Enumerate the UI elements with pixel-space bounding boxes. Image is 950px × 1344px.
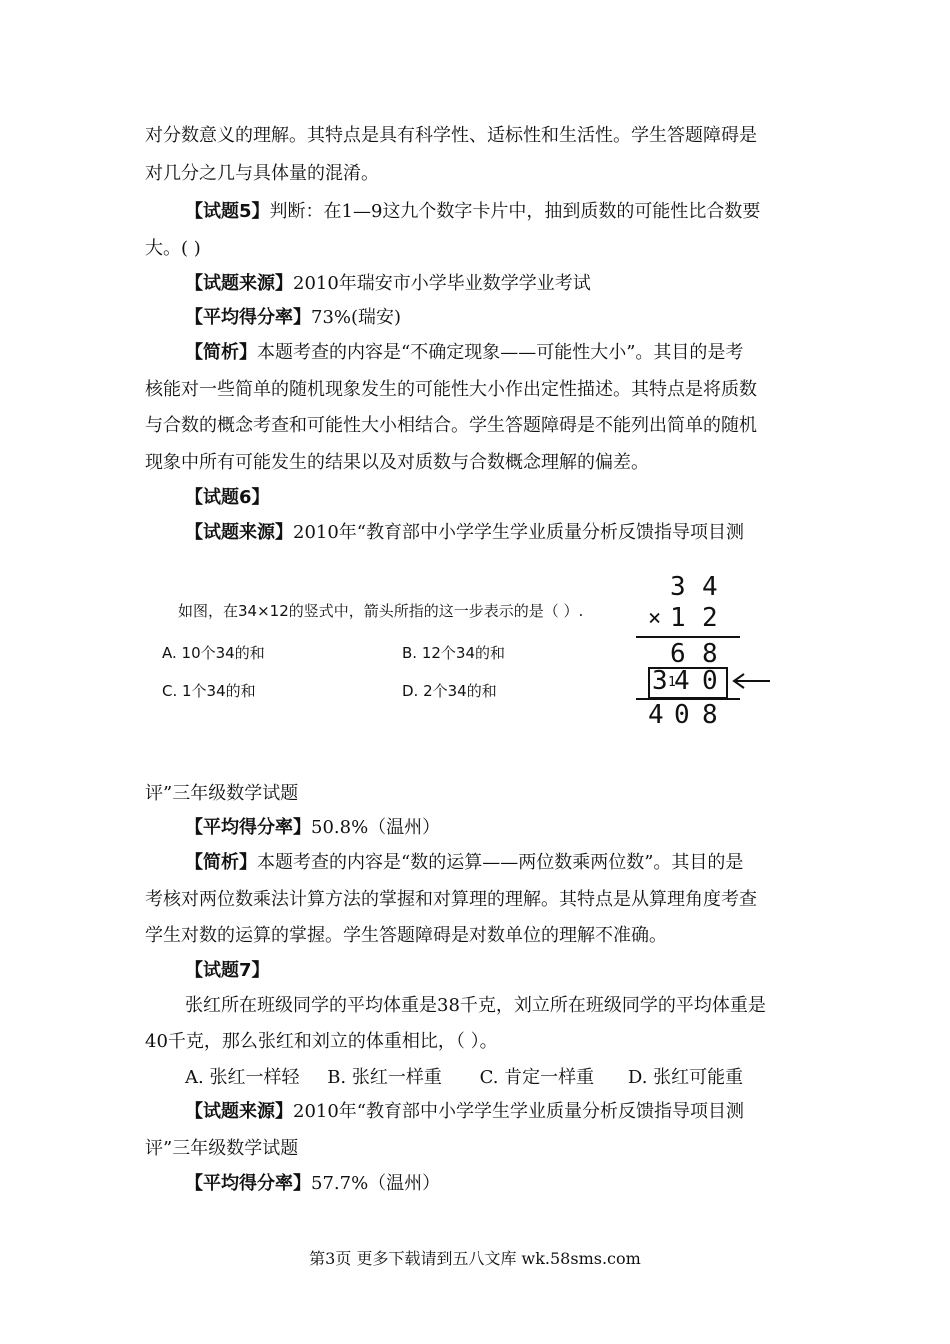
q5-tag: 【试题5】 <box>185 201 270 222</box>
digit: 8 <box>702 639 718 669</box>
digit: 1 <box>670 603 686 633</box>
option-c: C. 1个34的和 <box>162 682 256 700</box>
q7-score: 【平均得分率】57.7%（温州） <box>185 1173 441 1194</box>
digit: 3 <box>652 666 668 696</box>
digit: 4 <box>674 666 690 696</box>
paragraph-line: 现象中所有可能发生的结果以及对质数与合数概念理解的偏差。 <box>145 452 649 473</box>
digit: 4 <box>702 572 718 602</box>
rule-line <box>636 636 740 638</box>
times-sign: × <box>648 606 662 631</box>
option-b: B. 12个34的和 <box>402 644 506 662</box>
carry-digit: 1 <box>668 675 676 690</box>
figure-question: 如图，在34×12的竖式中，箭头所指的这一步表示的是（ ）. <box>178 602 584 620</box>
q5-score: 【平均得分率】73%(瑞安) <box>185 307 402 328</box>
arrow-icon <box>728 671 772 691</box>
q5-question: 【试题5】判断：在1—9这九个数字卡片中，抽到质数的可能性比合数要 <box>185 201 761 222</box>
option-d: D. 张红可能重 <box>627 1067 744 1088</box>
q7-question: 张红所在班级同学的平均体重是38千克，刘立所在班级同学的平均体重是 <box>185 995 766 1016</box>
q7-source: 【试题来源】2010年“教育部中小学学生学业质量分析反馈指导项目测 <box>185 1101 745 1122</box>
option-a: A. 10个34的和 <box>162 644 265 662</box>
q7-options <box>185 1066 743 1090</box>
q6-figure <box>160 570 800 740</box>
q6-tag: 【试题6】 <box>185 487 270 508</box>
q7-question-cont: 40千克，那么张红和刘立的体重相比，（ ）。 <box>145 1031 498 1052</box>
q7-source-cont: 评”三年级数学试题 <box>145 1138 299 1159</box>
option-c: C. 肯定一样重 <box>479 1067 595 1088</box>
digit: 0 <box>702 666 718 696</box>
digit: 0 <box>674 700 690 730</box>
digit: 8 <box>702 700 718 730</box>
digit: 2 <box>702 603 718 633</box>
paragraph-line: 对几分之几与具体量的混淆。 <box>145 163 379 184</box>
paragraph-line: 考核对两位数乘法计算方法的掌握和对算理的理解。其特点是从算理角度考查 <box>145 889 757 910</box>
option-a: A. 张红一样轻 <box>185 1067 300 1088</box>
paragraph-line: 对分数意义的理解。其特点是具有科学性、适标性和生活性。学生答题障碍是 <box>145 125 757 146</box>
q5-analysis: 【简析】本题考查的内容是“不确定现象——可能性大小”。其目的是考 <box>185 342 744 363</box>
option-d: D. 2个34的和 <box>402 682 497 700</box>
q6-score: 【平均得分率】50.8%（温州） <box>185 817 441 838</box>
page-footer: 第3页 更多下载请到五八文库 wk.58sms.com <box>309 1249 641 1268</box>
paragraph-line: 学生对数的运算的掌握。学生答题障碍是对数单位的理解不准确。 <box>145 925 667 946</box>
digit: 3 <box>670 572 686 602</box>
q5-question-cont: 大。( ) <box>145 238 201 259</box>
q6-source: 【试题来源】2010年“教育部中小学学生学业质量分析反馈指导项目测 <box>185 522 745 543</box>
paragraph-line: 与合数的概念考查和可能性大小相结合。学生答题障碍是不能列出简单的随机 <box>145 415 757 436</box>
option-b: B. 张红一样重 <box>327 1067 442 1088</box>
q7-tag: 【试题7】 <box>185 960 270 981</box>
digit: 4 <box>648 700 664 730</box>
q5-source: 【试题来源】2010年瑞安市小学毕业数学学业考试 <box>185 273 591 294</box>
paragraph-line: 核能对一些简单的随机现象发生的可能性大小作出定性描述。其特点是将质数 <box>145 379 757 400</box>
q6-source-cont: 评”三年级数学试题 <box>145 783 299 804</box>
q6-analysis: 【简析】本题考查的内容是“数的运算——两位数乘两位数”。其目的是 <box>185 852 744 873</box>
digit: 6 <box>670 639 686 669</box>
